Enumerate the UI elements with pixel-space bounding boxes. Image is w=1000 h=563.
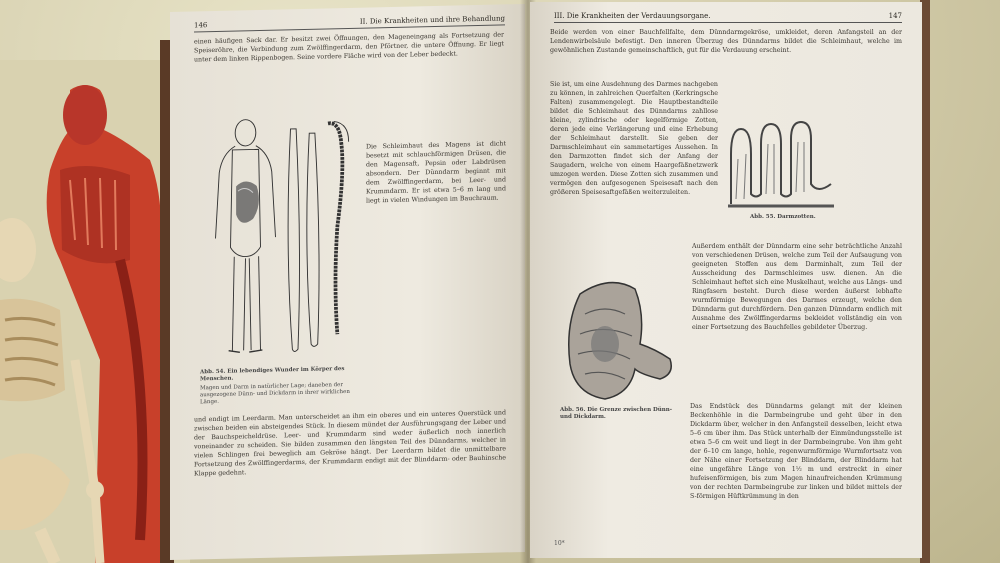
- left-page: [170, 4, 525, 560]
- intestinal-villi-figure: [726, 114, 836, 214]
- left-figure-subcaption: Magen und Darm in natürlicher Lage; daneben der ausgezogene Dünn- und Dickdarm in ihrer wirklichen Länge.: [200, 382, 350, 406]
- right-page: [530, 2, 922, 558]
- cecum-figure-caption: Abb. 56. Die Grenze zwischen Dünn- und Dickdarm.: [560, 407, 673, 420]
- left-bottom-paragraph: und endigt im Leerdarm. Man unterscheidet an ihm ein oberes und ein unteres Querstück und zwischen beiden ein absteigendes Stück. In diesem mündet der Ausführungsgang der Leber und der Bauchspeicheldrüse. Leer- und Krummdarm sind weder äußerlich noch innerlich voneinander zu scheiden. Sie bilden zusammen den längsten Teil des Dünndarms, welcher in vielen Schlingen frei beweglich am Gekröse hängt. Der Leerdarm bildet die unmittelbare Fortsetzung des Zwölffingerdarms, der Krummdarm endigt mit der Blinddarm- oder Bauhinsche Klappe gedehnt.: [194, 409, 506, 478]
- right-running-header: [554, 12, 902, 23]
- right-bottom-paragraph: Das Endstück des Dünndarms gelangt mit der kleinen Beckenhöhle in die Darmbeingrube und geht über in den Dickdarm über, welcher in den Anfangsteil desselben, leicht etwa 5–6 cm über ihm. Das Stück unterhalb der Einmündungsstelle ist etwa 5–6 cm weit und liegt in der Darmbeingrube. Von ihm geht der 6–10 cm lange, hohle, regenwurmförmige Wurmfortsatz von der Nähe einer Fortsetzung der Blinddarm, der Blinddarm hat eine ungefähre Länge von 1½ m und erstreckt in einer hufeisenförmigen, bis zum Magen hinaufreichenden Krümmung von der rechten Darmbeingrube zur linken und bildet mittels der S-förmigen Hüftkrümmung in den: [690, 403, 902, 500]
- right-villi-paragraph: Sie ist, um eine Ausdehnung des Darmes nachgeben zu können, in zahlreichen Querfalten (Kerkringsche Falten) zusammengelegt. Die Hauptbestandteile bildet die Schleimhaut des Dünndarms zahllose kleine, zylindrische oder kegelförmige Zotten, deren jede eine Verlängerung und eine Erhebung der Schleimhaut darstellt. Sie geben der Darmschleimhaut ein sammetartiges Aussehen. In den Darmzotten findet sich der Anfang der Saugadern, welche von einem Haargefäßnetzwerk umzogen werden. Diese Zotten sich zusammen und vermögen den aufgesogenen Speisesaft nach den größeren Speisesaftgefäßen weiterzuleiten.: [550, 81, 718, 196]
- right-running-head: III. Die Krankheiten der Verdauungsorgane.: [554, 12, 711, 20]
- right-page-number: 147: [888, 12, 902, 20]
- open-book: [160, 0, 930, 563]
- left-figure-caption: Abb. 54. Ein lebendiges Wunder im Körper des Menschen.: [200, 366, 345, 383]
- right-page-folio: 10*: [554, 540, 565, 547]
- left-side-paragraph: Die Schleimhaut des Magens ist dicht besetzt mit schlauchförmigen Drüsen, die den Magensaft, Pepsin oder Labdrüsen absondern. Der Dünndarm beginnt mit dem Zwölffingerdarm, bei Leer- und Krummdarm. Er ist etwa 5–6 m lang und liegt in vielen Windungen im Bauchraum.: [366, 140, 506, 205]
- right-middle-paragraph: Außerdem enthält der Dünndarm eine sehr beträchtliche Anzahl von verschiedenen Drüsen, welche zum Teil der Aufsaugung von geeigneten Stoffen aus dem Darminhalt, zum Teil der Ausscheidung des Darmschleimes usw. dienen. An die Schleimhaut heftet sich eine Muskelhaut, welche aus Längs- und Ringfasern besteht. Durch diese werden äußerst lebhafte wurmförmige Bewegungen des Darmes erzeugt, welche den Dünndarm gut durchfördern. Den ganzen Dünndarm endlich mit Ausnahme des Zwölffingerdarms bekleidet vollständig ein von einer Fortsetzung des Bauchfelles gebildeter Überzug.: [692, 243, 902, 331]
- left-running-head: II. Die Krankheiten und ihre Behandlung: [359, 14, 505, 26]
- villi-figure-caption: Abb. 55. Darmzotten.: [750, 214, 816, 220]
- left-running-header: [194, 14, 505, 32]
- left-page-number: 146: [194, 21, 208, 30]
- cecum-junction-figure: [560, 274, 680, 404]
- left-top-paragraph: einen häufigen Sack dar. Er besitzt zwei Öffnungen, den Mageneingang als Fortsetzung der Speiseröhre, die Verbindung zum Zwölffingerdarm, den Pförtner, die untere Öffnung. Er liegt unter dem linken Rippenbogen. Seine vordere Fläche wird von der Leber bedeckt.: [194, 31, 504, 64]
- digestive-tract-figure: [208, 108, 358, 366]
- right-top-paragraph: Beide werden von einer Bauchfellfalte, dem Dünndarmgekröse, umkleidet, deren Anfangsteil an der Lendenwirbelsäule befestigt. Den inneren Überzug des Dünndarms bildet die Schleimhaut, welche im gewöhnlichen Zustande gemeinschaftlich, gut für die Verdauung erscheint.: [550, 29, 902, 54]
